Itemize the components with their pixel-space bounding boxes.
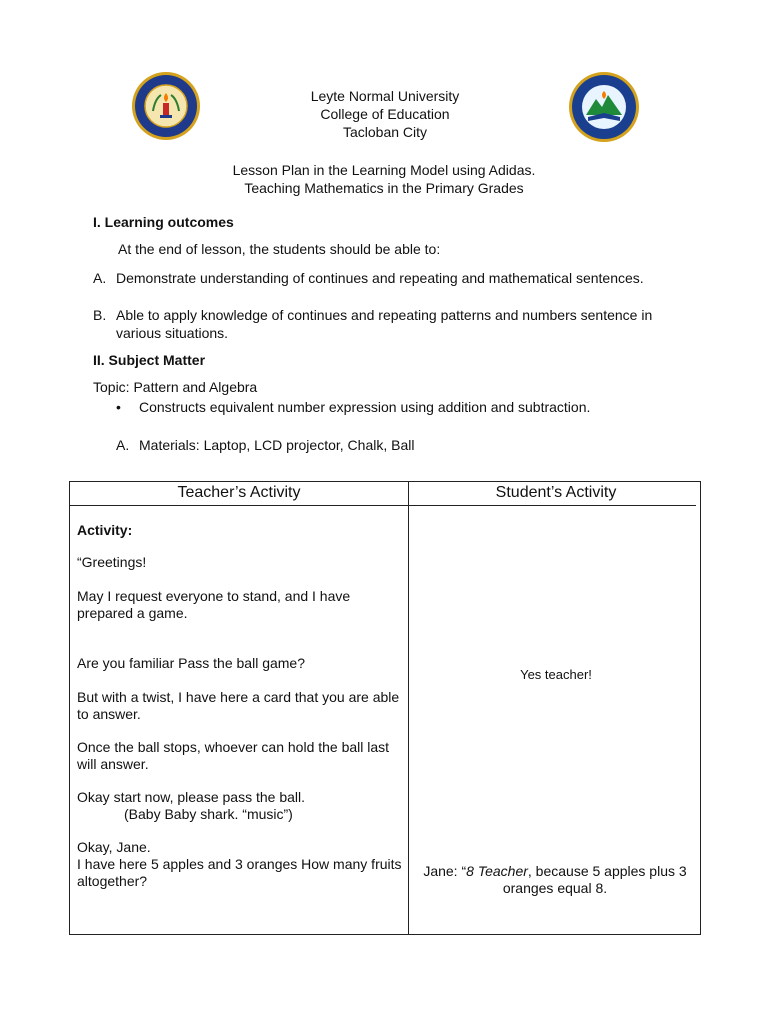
topic-line: Topic: Pattern and Algebra [93, 379, 258, 395]
teacher-line: Okay start now, please pass the ball. [77, 789, 306, 805]
jane-prefix: Jane: “ [423, 863, 467, 879]
header-divider [70, 505, 696, 506]
leyte-normal-university-seal-icon [131, 71, 201, 141]
city-name: Tacloban City [342, 124, 428, 140]
materials-text: Materials: Laptop, LCD projector, Chalk, Ball [139, 437, 415, 453]
college-of-education-seal-icon [568, 71, 640, 143]
outcome-letter: A. [93, 270, 107, 286]
activity-label: Activity: [77, 522, 133, 538]
topic-bullet [116, 398, 590, 416]
lesson-plan-title [160, 161, 608, 197]
student-activity-header: Student’s Activity [495, 484, 617, 501]
bullet-text: Constructs equivalent number expression using addition and subtraction. [139, 399, 591, 415]
teacher-activity-header: Teacher’s Activity [177, 484, 301, 501]
university-name: Leyte Normal University [310, 88, 460, 104]
materials-letter: A. [116, 437, 130, 453]
outcome-text: Demonstrate understanding of continues and repeating and mathematical sentences. [116, 270, 644, 286]
column-divider [408, 482, 409, 934]
outcome-item [93, 269, 653, 287]
teacher-line: (Baby Baby shark. “music”) [124, 806, 293, 822]
teacher-line: “Greetings! [77, 554, 147, 570]
college-name: College of Education [320, 106, 450, 122]
section-heading-learning-outcomes: I. Learning outcomes [93, 214, 234, 230]
jane-answer-italic: 8 Teacher [466, 863, 528, 879]
outcome-letter: B. [93, 307, 107, 323]
materials-line [116, 436, 414, 454]
teacher-line: Once the ball stops, whoever can hold the ball last will answer. [77, 739, 390, 772]
student-response-yes: Yes teacher! [520, 667, 592, 682]
outcome-text: Able to apply knowledge of continues and repeating patterns and numbers sentence in various situations. [116, 307, 653, 341]
teacher-line: But with a twist, I have here a card that you are able to answer. [77, 689, 400, 722]
activity-table [69, 481, 701, 935]
bullet-icon: • [116, 399, 121, 415]
section-heading-subject-matter: II. Subject Matter [93, 352, 206, 368]
jane-answer-rest: , because 5 apples plus 3 oranges equal 8. [502, 863, 687, 896]
teacher-line: Okay, Jane. [77, 839, 151, 855]
plan-title-line-1: Lesson Plan in the Learning Model using Adidas. [232, 162, 536, 178]
outcomes-intro: At the end of lesson, the students should be able to: [118, 241, 441, 257]
institution-header [250, 87, 520, 141]
plan-title-line-2: Teaching Mathematics in the Primary Grades [244, 180, 524, 196]
teacher-line: I have here 5 apples and 3 oranges How many fruits altogether? [77, 856, 402, 889]
teacher-line: May I request everyone to stand, and I have prepared a game. [77, 588, 351, 621]
student-response-jane [414, 863, 696, 897]
outcome-item [93, 306, 653, 342]
teacher-line: Are you familiar Pass the ball game? [77, 655, 305, 671]
